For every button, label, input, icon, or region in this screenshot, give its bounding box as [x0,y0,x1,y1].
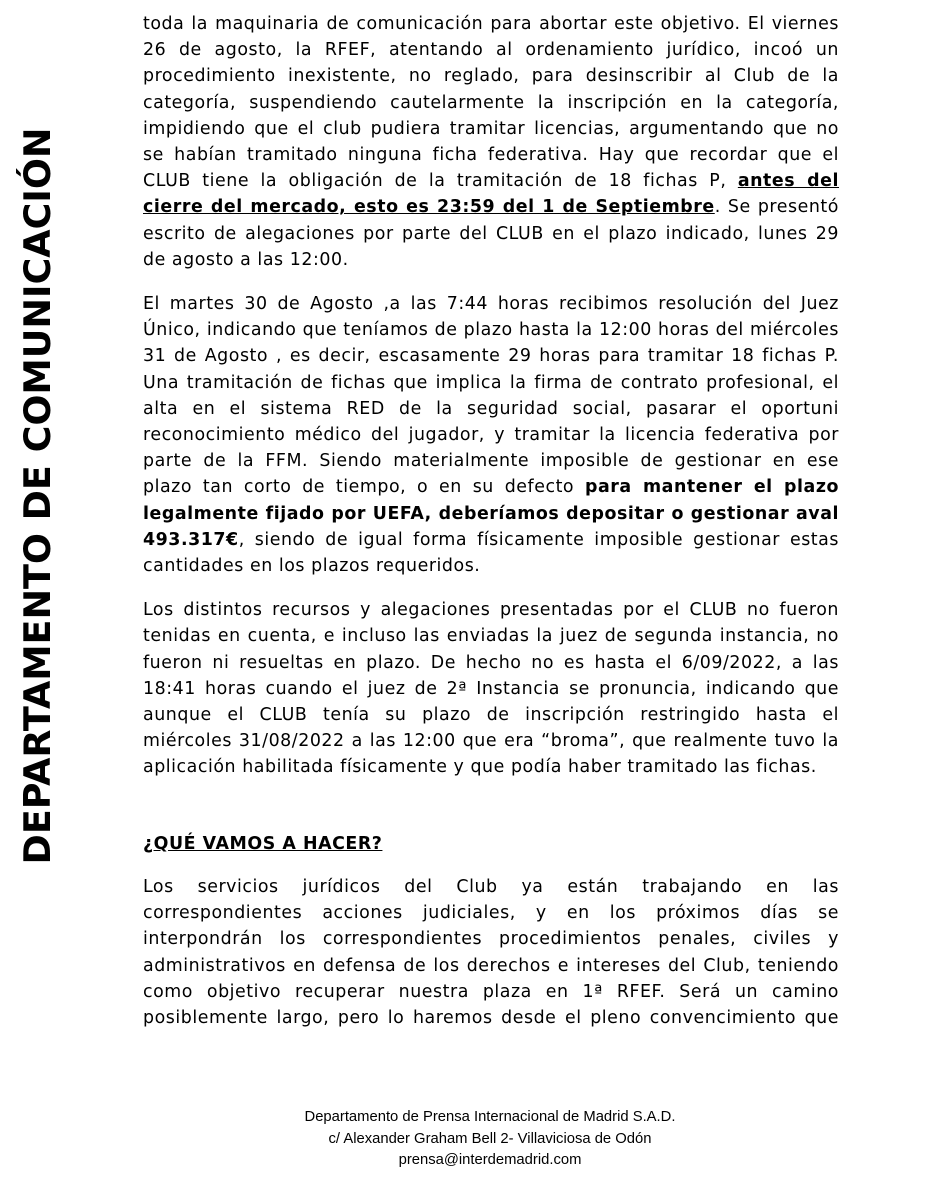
uefa-guarantee-emphasis: para mantener el plazo legalmente fijado por UEFA, deberíamos depositar o gestionar aval 493.317€ [143,477,840,550]
footer-address: c/ Alexander Graham Bell 2- Villaviciosa de Odón [328,1130,652,1147]
paragraph-text: El martes 30 de Agosto ,a las 7:44 horas recibimos resolución del Juez Único, indicando que teníamos de plazo hasta la 12:00 horas del miércoles 31 de Agosto , es decir, escasamente 29 horas para tramitar 18 fichas P. Una tramitación de fichas que implica la firma de contrato profesional, el alta en el sistema RED de la seguridad social, pasarar el oportuni reconocimiento médico del jugador, y tramitar la licencia federativa por parte de la FFM. Siendo materialmente imposible de gestionar en ese plazo tan corto de tiempo, o en su defecto [143,294,839,498]
page-footer [210,1107,770,1172]
deadline-emphasis: antes del cierre del mercado, esto es 23:59 del 1 de Septiembre [143,171,839,218]
paragraph-text: , siendo de igual forma físicamente imposible gestionar estas cantidades en los plazos requeridos. [143,529,839,577]
section-heading: ¿QUÉ VAMOS A HACER? [143,833,383,854]
paragraph-appeals: Los distintos recursos y alegaciones presentadas por el CLUB no fueron tenidas en cuenta, e incluso las enviadas la juez de segunda instancia, no fueron ni resueltas en plazo. De hecho no es hasta el 6/09/2022, a las 18:41 horas cuando el juez de 2ª Instancia se pronuncia, indicando que aunque el CLUB tenía su plazo de inscripción restringido hasta el miércoles 31/08/2022 a las 12:00 que era “broma”, que realmente tuvo la aplicación habilitada físicamente y que podía haber tramitado las fichas. [143,600,839,778]
side-banner [14,96,62,896]
paragraph-rfef-procedure [143,11,839,273]
paragraph-legal-actions: Los servicios jurídicos del Club ya están trabajando en las correspondientes acciones judiciales, y en los próximos días se interpondrán los correspondientes procedimientos penales, civiles y administrativos en defensa de los derechos e intereses del Club, teniendo como objetivo recuperar nuestra plaza en 1ª RFEF. Será un camino posiblemente largo, pero lo haremos desde el pleno convencimiento que [143,876,839,1028]
footer-email: prensa@interdemadrid.com [398,1152,582,1168]
paragraph-judge-resolution [143,291,839,579]
paragraph-text: . Se presentó escrito de alegaciones por parte del CLUB en el plazo indicado, lunes 29 de agosto a las 12:00. [143,197,839,270]
document-body [143,11,839,1049]
paragraph-text: toda la maquinaria de comunicación para abortar este objetivo. El viernes 26 de agosto, la RFEF, atentando al ordenamiento jurídico, incoó un procedimiento inexistente, no reglado, para desinscribir al Club de la categoría, suspendiendo cautelarmente la inscripción en la categoría, impidiendo que el club pudiera tramitar licencias, argumentando que no se habían tramitado ninguna ficha federativa. Hay que recordar que el CLUB tiene la obligación de la tramitación de 18 fichas P, [143,14,839,192]
footer-organization: Departamento de Prensa Internacional de Madrid S.A.D. [304,1109,676,1125]
department-title: DEPARTAMENTO DE COMUNICACIÓN [16,127,59,865]
